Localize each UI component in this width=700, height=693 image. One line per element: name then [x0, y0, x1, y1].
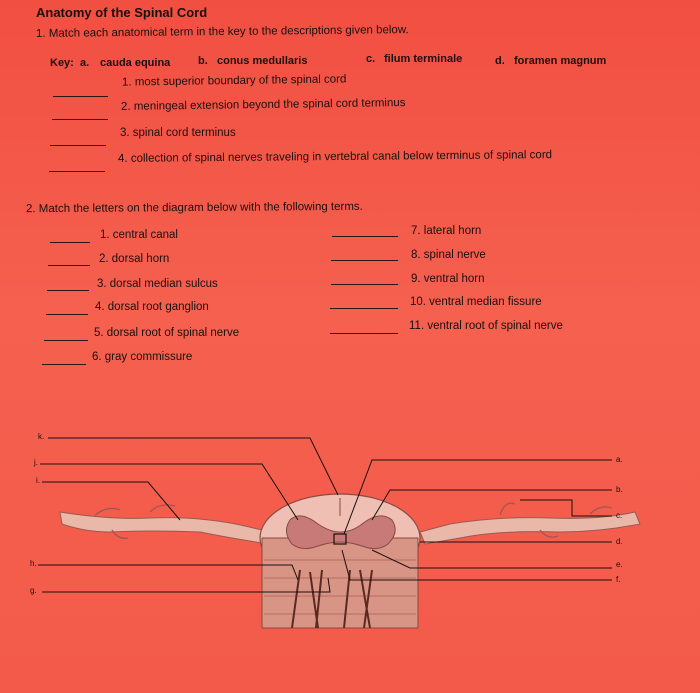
key-a-letter: a.	[80, 57, 90, 69]
q1-item-1: 1. most superior boundary of the spinal cord	[121, 73, 347, 89]
q2-right-item-8: 8. spinal nerve	[411, 249, 486, 261]
answer-blank-q1-3[interactable]	[50, 145, 106, 146]
q2-prompt: 2. Match the letters on the diagram below with the following terms.	[25, 200, 363, 216]
q2-right-item-10: 10. ventral median fissure	[410, 296, 542, 308]
answer-blank-q2-11[interactable]	[330, 333, 398, 334]
q2-right-item-7: 7. lateral horn	[411, 225, 482, 237]
leader-j	[40, 464, 298, 520]
q1-item-3: 3. spinal cord terminus	[120, 127, 236, 139]
answer-blank-q2-7[interactable]	[332, 236, 398, 237]
q2-right-item-9: 9. ventral horn	[411, 273, 485, 285]
leader-h	[38, 565, 298, 580]
answer-blank-q2-3[interactable]	[47, 290, 89, 291]
key-d-term: foramen magnum	[514, 55, 607, 67]
answer-blank-q1-4[interactable]	[49, 171, 105, 172]
q1-prompt: 1. Match each anatomical term in the key to the descriptions given below.	[35, 24, 409, 40]
q2-left-item-3: 3. dorsal median sulcus	[97, 278, 218, 290]
answer-blank-q2-2[interactable]	[48, 265, 90, 266]
diagram-label-e: e.	[616, 560, 623, 569]
answer-blank-q1-1[interactable]	[53, 96, 108, 97]
key-b-term: conus medullaris	[217, 55, 308, 67]
key-a-term: cauda equina	[100, 57, 171, 69]
q2-left-item-2: 2. dorsal horn	[99, 253, 170, 265]
page-title: Anatomy of the Spinal Cord	[36, 5, 208, 20]
q1-item-2: 2. meningeal extension beyond the spinal cord terminus	[120, 97, 406, 113]
answer-blank-q2-5[interactable]	[44, 340, 88, 341]
diagram-label-b: b.	[616, 485, 623, 494]
diagram-label-j: j.	[34, 458, 38, 467]
diagram-label-k: k.	[38, 432, 45, 441]
left-spinal-nerve	[60, 512, 270, 544]
key-b-letter: b.	[198, 55, 208, 67]
answer-blank-q2-4[interactable]	[46, 314, 88, 315]
key-label: Key:	[50, 57, 74, 69]
q2-left-item-6: 6. gray commissure	[92, 351, 193, 363]
spinal-cord-diagram	[0, 420, 700, 693]
diagram-label-i: i.	[36, 476, 40, 485]
key-c-letter: c.	[366, 53, 376, 65]
key-d-letter: d.	[495, 55, 505, 67]
key-c-term: filum terminale	[384, 53, 463, 65]
diagram-label-a: a.	[616, 455, 623, 464]
q1-item-4: 4. collection of spinal nerves traveling in vertebral canal below terminus of spinal cord	[117, 149, 553, 165]
answer-blank-q2-8[interactable]	[331, 260, 398, 261]
answer-blank-q1-2[interactable]	[52, 119, 108, 120]
diagram-label-c: c.	[616, 511, 623, 520]
right-spinal-nerve	[420, 512, 640, 544]
answer-blank-q2-9[interactable]	[331, 284, 398, 285]
answer-blank-q2-1[interactable]	[50, 242, 90, 243]
diagram-label-d: d.	[616, 537, 623, 546]
q2-left-item-4: 4. dorsal root ganglion	[95, 301, 209, 313]
diagram-label-f: f.	[616, 575, 621, 584]
q2-left-item-1: 1. central canal	[100, 229, 178, 241]
leader-k	[48, 438, 338, 495]
diagram-label-h: h.	[30, 559, 37, 568]
answer-blank-q2-6[interactable]	[42, 364, 86, 365]
diagram-label-g: g.	[30, 586, 37, 595]
answer-blank-q2-10[interactable]	[330, 308, 398, 309]
q2-left-item-5: 5. dorsal root of spinal nerve	[94, 327, 240, 339]
q2-right-item-11: 11. ventral root of spinal nerve	[409, 320, 563, 332]
